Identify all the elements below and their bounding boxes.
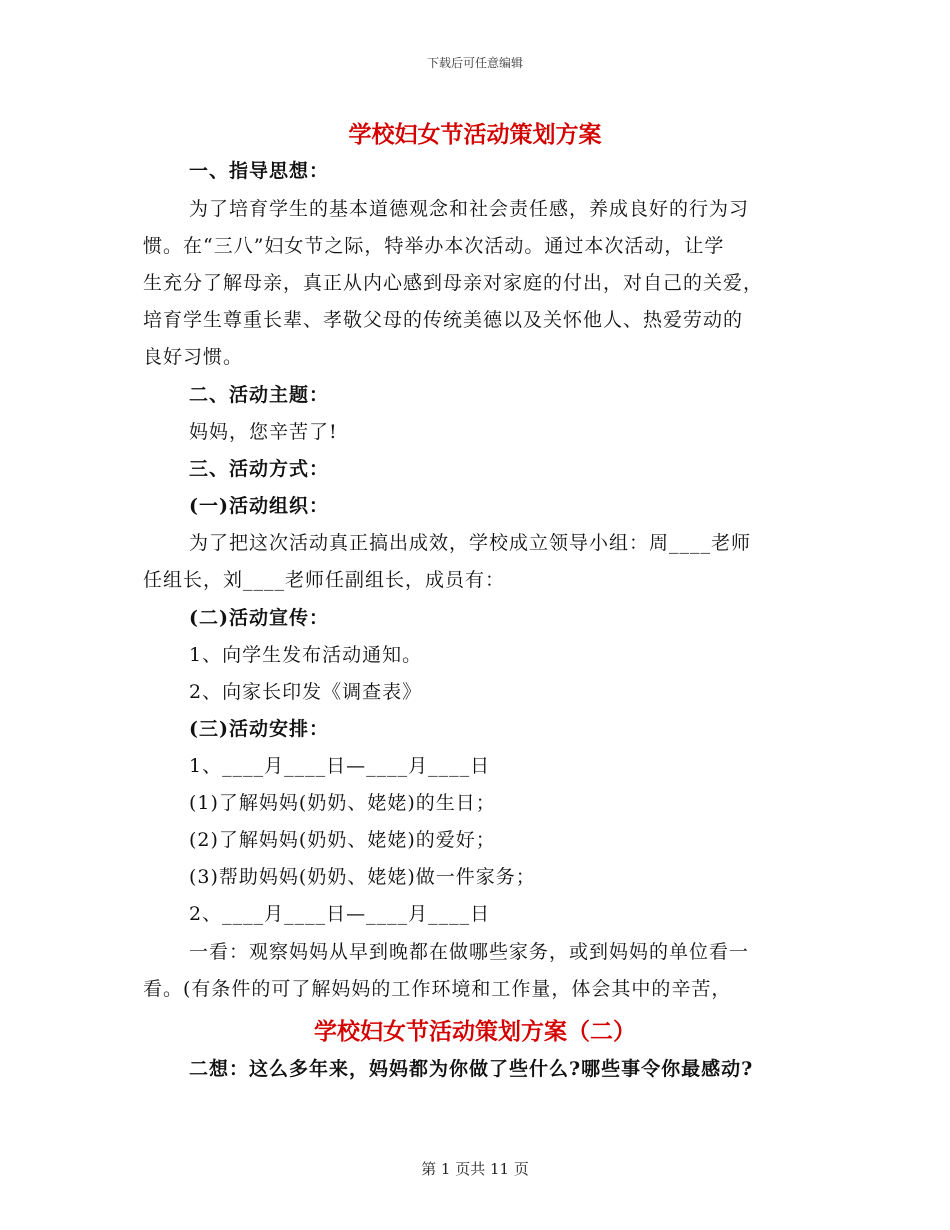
page-header: 下载后可任意编辑 (426, 56, 523, 70)
paragraph-line: 培育学生尊重长辈、孝敬父母的传统美德以及关怀他人、热爱劳动的 (143, 309, 744, 331)
section-heading-1: 一、指导思想： (189, 160, 330, 182)
paragraph-line: 良好习惯。 (143, 346, 244, 368)
paragraph-line: 妈妈，您辛苦了! (189, 421, 338, 443)
paragraph-line: 一看：观察妈妈从早到晚都在做哪些家务，或到妈妈的单位看一 (189, 941, 750, 963)
paragraph-line: 为了把这次活动真正搞出成效，学校成立领导小组：周____老师 (189, 532, 752, 554)
document-title-2: 学校妇女节活动策划方案（二） (314, 1018, 636, 1045)
paragraph-line: 为了培育学生的基本道德观念和社会责任感，养成良好的行为习 (189, 198, 750, 220)
subsection-heading-3: (三)活动安排： (189, 718, 329, 740)
list-item: 2、向家长印发《调查表》 (189, 681, 423, 703)
paragraph-line-bold: 二想：这么多年来，妈妈都为你做了些什么?哪些事令你最感动? (189, 1058, 754, 1080)
paragraph-line: 任组长，刘____老师任副组长，成员有： (143, 569, 506, 591)
document-title: 学校妇女节活动策划方案 (348, 121, 602, 148)
subsection-heading-2: (二)活动宣传： (189, 607, 329, 629)
list-item: 1、向学生发布活动通知。 (189, 644, 423, 666)
section-heading-3: 三、活动方式： (189, 458, 330, 480)
page-footer: 第 1 页共 11 页 (421, 1160, 529, 1178)
list-item: (3)帮助妈妈(奶奶、姥姥)做一件家务； (189, 866, 536, 888)
list-item: 1、____月____日—____月____日 (189, 755, 491, 777)
paragraph-line: 惯。在“三八”妇女节之际，特举办本次活动。通过本次活动，让学 (143, 235, 725, 257)
list-item: (1)了解妈妈(奶奶、姥姥)的生日； (189, 792, 496, 814)
subsection-heading-1: (一)活动组织： (189, 495, 329, 517)
list-item: (2)了解妈妈(奶奶、姥姥)的爱好； (189, 829, 496, 851)
paragraph-line: 生充分了解母亲，真正从内心感到母亲对家庭的付出，对自己的关爱， (143, 272, 764, 294)
list-item: 2、____月____日—____月____日 (189, 903, 491, 925)
section-heading-2: 二、活动主题： (189, 384, 330, 406)
paragraph-line: 看。(有条件的可了解妈妈的工作环境和工作量，体会其中的辛苦， (143, 978, 732, 1000)
